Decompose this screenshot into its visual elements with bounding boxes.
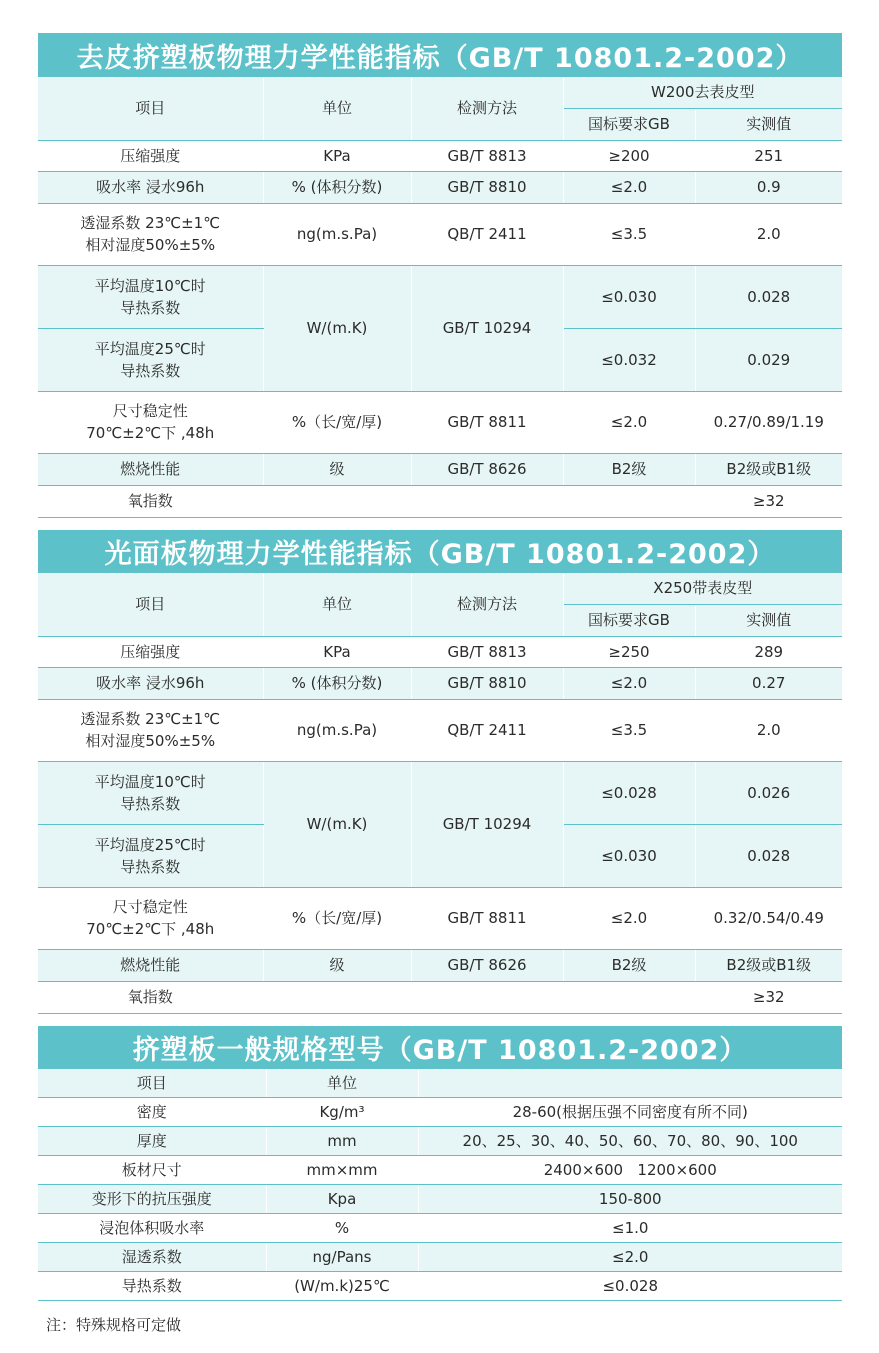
cell-unit: %（长/宽/厚) — [263, 391, 411, 453]
table3-section — [38, 1026, 842, 1301]
cell-item-line2: 导热系数 — [120, 857, 181, 876]
cell-item — [38, 265, 263, 328]
cell-requirement: ≤3.5 — [563, 203, 695, 265]
cell-item-line1: 尺寸稳定性 — [112, 898, 188, 916]
header-group: X250带表皮型 — [563, 573, 842, 604]
cell-item: 湿透系数 — [38, 1242, 266, 1271]
header-method: 检测方法 — [411, 573, 563, 636]
cell-method: QB/T 2411 — [411, 203, 563, 265]
cell-unit: W/(m.K) — [263, 265, 411, 391]
cell-empty — [263, 981, 695, 1013]
cell-item-line1: 平均温度25℃时 — [94, 339, 206, 358]
cell-item: 氧指数 — [38, 981, 263, 1013]
cell-requirement: ≤2.0 — [563, 667, 695, 699]
cell-item-line1: 平均温度10℃时 — [94, 276, 206, 295]
cell-method: GB/T 8813 — [411, 636, 563, 667]
table3-title: 挤塑板一般规格型号（GB/T 10801.2-2002） — [38, 1026, 842, 1069]
cell-item-line2: 相对湿度50%±5% — [85, 236, 216, 254]
header-unit: 单位 — [263, 77, 411, 140]
cell-item: 板材尺寸 — [38, 1155, 266, 1184]
cell-value: ≤1.0 — [418, 1213, 842, 1242]
cell-item-line2: 导热系数 — [120, 794, 181, 813]
cell-requirement: ≤2.0 — [563, 391, 695, 453]
cell-unit: mm×mm — [266, 1155, 418, 1184]
cell-item-line1: 尺寸稳定性 — [112, 402, 188, 420]
cell-measured: B2级或B1级 — [695, 949, 842, 981]
cell-method: GB/T 8626 — [411, 949, 563, 981]
cell-item-line2: 相对湿度50%±5% — [85, 732, 216, 750]
table3-header-row — [38, 1069, 842, 1097]
cell-item — [38, 761, 263, 824]
cell-method: GB/T 8626 — [411, 453, 563, 485]
cell-item-line2: 导热系数 — [120, 298, 181, 317]
cell-item — [38, 203, 263, 265]
cell-measured: 0.028 — [695, 265, 842, 328]
cell-item — [38, 887, 263, 949]
cell-item-line1: 平均温度25℃时 — [94, 835, 206, 854]
cell-unit: ng(m.s.Pa) — [263, 699, 411, 761]
table1 — [38, 77, 842, 518]
cell-item-line1: 透湿系数 23℃±1℃ — [80, 214, 221, 232]
header-measured: 实测值 — [695, 108, 842, 140]
cell-item — [38, 328, 263, 391]
header-value — [418, 1069, 842, 1097]
cell-method: GB/T 10294 — [411, 265, 563, 391]
cell-measured: 0.029 — [695, 328, 842, 391]
cell-item: 燃烧性能 — [38, 949, 263, 981]
cell-item: 压缩强度 — [38, 140, 263, 171]
header-method: 检测方法 — [411, 77, 563, 140]
table1-title: 去皮挤塑板物理力学性能指标（GB/T 10801.2-2002） — [38, 33, 842, 77]
cell-measured: 2.0 — [695, 203, 842, 265]
cell-measured: 2.0 — [695, 699, 842, 761]
table2-title: 光面板物理力学性能指标（GB/T 10801.2-2002） — [38, 530, 842, 573]
table-row — [38, 636, 842, 667]
cell-measured: ≥32 — [695, 485, 842, 517]
cell-requirement: B2级 — [563, 453, 695, 485]
table-row — [38, 761, 842, 824]
cell-unit: % (体积分数) — [263, 667, 411, 699]
cell-item: 氧指数 — [38, 485, 263, 517]
cell-value: 20、25、30、40、50、60、70、80、90、100 — [418, 1126, 842, 1155]
cell-item — [38, 824, 263, 887]
cell-measured: 0.9 — [695, 171, 842, 203]
cell-requirement: ≤0.030 — [563, 265, 695, 328]
cell-item — [38, 391, 263, 453]
table-row — [38, 949, 842, 981]
cell-method: GB/T 8810 — [411, 171, 563, 203]
cell-measured: 0.32/0.54/0.49 — [695, 887, 842, 949]
table-row — [38, 1155, 842, 1184]
table-row — [38, 391, 842, 453]
cell-requirement: ≥200 — [563, 140, 695, 171]
table-row — [38, 485, 842, 517]
cell-requirement: ≤2.0 — [563, 887, 695, 949]
cell-requirement: B2级 — [563, 949, 695, 981]
table-row — [38, 887, 842, 949]
header-item: 项目 — [38, 77, 263, 140]
table-row — [38, 667, 842, 699]
cell-requirement: ≤2.0 — [563, 171, 695, 203]
table-row — [38, 1213, 842, 1242]
cell-unit: 级 — [263, 453, 411, 485]
cell-value: ≤2.0 — [418, 1242, 842, 1271]
cell-unit: %（长/宽/厚) — [263, 887, 411, 949]
table2-header-row — [38, 573, 842, 604]
cell-item-line1: 透湿系数 23℃±1℃ — [80, 710, 221, 728]
cell-unit: W/(m.K) — [263, 761, 411, 887]
cell-item-line2: 70℃±2℃下 ,48h — [86, 424, 215, 442]
cell-measured: 0.27 — [695, 667, 842, 699]
header-group: W200去表皮型 — [563, 77, 842, 108]
cell-requirement: ≤0.032 — [563, 328, 695, 391]
cell-requirement: ≤0.028 — [563, 761, 695, 824]
table-row — [38, 1271, 842, 1300]
cell-measured: 0.27/0.89/1.19 — [695, 391, 842, 453]
header-unit: 单位 — [263, 573, 411, 636]
cell-measured: 289 — [695, 636, 842, 667]
cell-item: 吸水率 浸水96h — [38, 667, 263, 699]
cell-item: 密度 — [38, 1097, 266, 1126]
cell-measured: 0.028 — [695, 824, 842, 887]
table1-section — [38, 33, 842, 518]
cell-unit: % (体积分数) — [263, 171, 411, 203]
cell-measured: ≥32 — [695, 981, 842, 1013]
table-row — [38, 203, 842, 265]
cell-item: 变形下的抗压强度 — [38, 1184, 266, 1213]
cell-unit: mm — [266, 1126, 418, 1155]
cell-measured: B2级或B1级 — [695, 453, 842, 485]
cell-item — [38, 699, 263, 761]
header-measured: 实测值 — [695, 604, 842, 636]
cell-unit: Kg/m³ — [266, 1097, 418, 1126]
header-item: 项目 — [38, 573, 263, 636]
cell-unit: KPa — [263, 140, 411, 171]
table-row — [38, 265, 842, 328]
cell-item-line2: 70℃±2℃下 ,48h — [86, 920, 215, 938]
table3 — [38, 1069, 842, 1301]
table-row — [38, 171, 842, 203]
cell-unit: % — [266, 1213, 418, 1242]
cell-unit: ng/Pans — [266, 1242, 418, 1271]
cell-item-line1: 平均温度10℃时 — [94, 772, 206, 791]
cell-unit: KPa — [263, 636, 411, 667]
cell-item: 厚度 — [38, 1126, 266, 1155]
cell-item: 导热系数 — [38, 1271, 266, 1300]
header-requirement: 国标要求GB — [563, 108, 695, 140]
cell-method: GB/T 10294 — [411, 761, 563, 887]
table-row — [38, 981, 842, 1013]
cell-empty — [263, 485, 695, 517]
cell-value: 28-60(根据压强不同密度有所不同) — [418, 1097, 842, 1126]
table1-header-row — [38, 77, 842, 108]
cell-item: 吸水率 浸水96h — [38, 171, 263, 203]
table-row — [38, 140, 842, 171]
cell-measured: 0.026 — [695, 761, 842, 824]
cell-unit: Kpa — [266, 1184, 418, 1213]
cell-method: GB/T 8813 — [411, 140, 563, 171]
cell-value: ≤0.028 — [418, 1271, 842, 1300]
header-requirement: 国标要求GB — [563, 604, 695, 636]
cell-item: 燃烧性能 — [38, 453, 263, 485]
table-row — [38, 1097, 842, 1126]
cell-method: GB/T 8811 — [411, 887, 563, 949]
cell-requirement: ≤3.5 — [563, 699, 695, 761]
cell-measured: 251 — [695, 140, 842, 171]
header-item: 项目 — [38, 1069, 266, 1097]
table-row — [38, 1126, 842, 1155]
cell-item-line2: 导热系数 — [120, 361, 181, 380]
cell-value: 2400×600 1200×600 — [418, 1155, 842, 1184]
table2 — [38, 573, 842, 1014]
footnote: 注：特殊规格可定做 — [46, 1316, 182, 1334]
table-row — [38, 1184, 842, 1213]
cell-unit: (W/m.k)25℃ — [266, 1271, 418, 1300]
cell-requirement: ≤0.030 — [563, 824, 695, 887]
cell-item: 浸泡体积吸水率 — [38, 1213, 266, 1242]
table-row — [38, 1242, 842, 1271]
cell-unit: 级 — [263, 949, 411, 981]
cell-requirement: ≥250 — [563, 636, 695, 667]
table-row — [38, 453, 842, 485]
table2-section — [38, 530, 842, 1014]
cell-method: QB/T 2411 — [411, 699, 563, 761]
cell-item: 压缩强度 — [38, 636, 263, 667]
table-row — [38, 699, 842, 761]
cell-method: GB/T 8810 — [411, 667, 563, 699]
cell-value: 150-800 — [418, 1184, 842, 1213]
cell-method: GB/T 8811 — [411, 391, 563, 453]
cell-unit: ng(m.s.Pa) — [263, 203, 411, 265]
header-unit: 单位 — [266, 1069, 418, 1097]
